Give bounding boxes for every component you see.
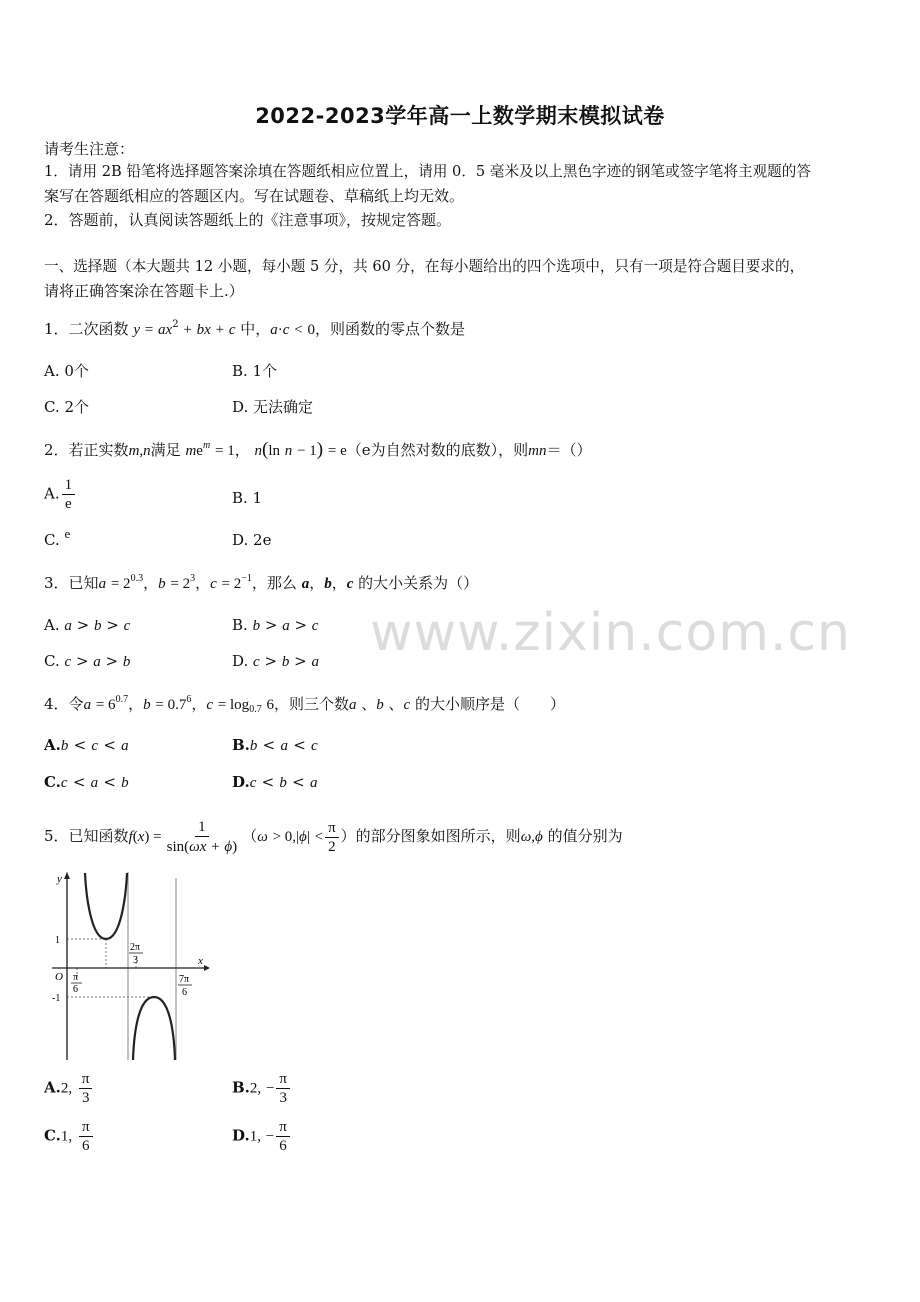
watermark: www.zixin.com.cn — [370, 603, 851, 663]
q1-option-a[interactable]: A. 0个 — [44, 362, 89, 380]
q2-option-b[interactable]: B. 1 — [232, 489, 263, 507]
y-tick-neg-1: -1 — [52, 993, 61, 1004]
q1-option-d[interactable]: D. 无法确定 — [232, 398, 314, 416]
q4-option-b[interactable]: B.b < a < c — [232, 736, 318, 754]
notice-item-2: 2．答题前，认真阅读答题纸上的《注意事项》，按规定答题。 — [44, 211, 452, 229]
y-axis-label: y — [57, 873, 62, 885]
x-tick-7pi-6-num: 7π — [179, 974, 190, 985]
q1-option-b[interactable]: B. 1个 — [232, 362, 278, 380]
lower-branch-curve — [133, 997, 175, 1060]
section-line-1: 一、选择题（本大题共 12 小题，每小题 5 分，共 60 分，在每小题给出的四个选项中，只有一项是符合题目要求的， — [44, 258, 805, 275]
q2-option-a[interactable]: A. $\frac{1}{e}$ — [44, 476, 77, 513]
q3-option-c[interactable]: C. c > a > b — [44, 652, 131, 670]
question-4: 4．令$a = 6^{0.7}$，$b = 0.7^6$，$c = \log_{0.7} 6$，则三个数a 、b 、c 的大小顺序是（ ） — [44, 694, 566, 715]
q5-option-c[interactable]: C.1, $\frac{\pi}{6}$ — [44, 1118, 95, 1155]
question-1: 1．二次函数 $y = ax^2$ + bx + c 中，a·c < 0，则函数的零点个数是 — [44, 319, 465, 338]
x-tick-7pi-6-den: 6 — [182, 987, 187, 998]
notice-item-1b: 案写在答题纸相应的答题区内。写在试题卷、草稿纸上均无效。 — [44, 187, 465, 205]
notice-heading: 请考生注意： — [44, 140, 135, 158]
question-2: 2．若正实数m,n满足 $me^m = 1$， n(ln n − 1) = e（e为自然对数的底数），则mn＝（） — [44, 439, 592, 460]
section-line-2: 请将正确答案涂在答题卡上.） — [44, 282, 244, 300]
q4-option-a[interactable]: A.b < c < a — [44, 736, 129, 754]
q5-option-d[interactable]: D.1, − $\frac{\pi}{6}$ — [232, 1118, 292, 1155]
q4-option-c[interactable]: C.c < a < b — [44, 773, 129, 791]
page-title: 2022-2023学年高一上数学期末模拟试卷 — [255, 104, 665, 128]
y-axis-arrow-icon — [64, 872, 70, 879]
q1-option-c[interactable]: C. 2个 — [44, 398, 90, 416]
x-axis-label: x — [198, 955, 203, 967]
x-tick-pi-6-num: π — [73, 972, 79, 983]
y-tick-1: 1 — [55, 935, 60, 946]
notice-item-1a: 1．请用 2B 铅笔将选择题答案涂填在答题纸相应位置上，请用 0．5 毫米及以上黑色字迹的钢笔或签字笔将主观题的答 — [44, 163, 811, 180]
q2-option-c[interactable]: C. $^e$ — [44, 526, 71, 549]
x-tick-2pi-3-num: 2π — [130, 942, 141, 953]
question-5: 5．已知函数f(x) = $\frac{1}{\sin(\omega x + \phi)}$ （ω > 0,|ϕ| < $\frac{\pi}{2}$ ）的部分图象如图所示，则ω,ϕ 的值分别为 — [44, 819, 623, 855]
x-axis-arrow-icon — [204, 965, 210, 971]
x-tick-pi-6-den: 6 — [73, 984, 78, 995]
q3-option-a[interactable]: A. a > b > c — [44, 616, 131, 634]
question-3: 3．已知$a = 2^{0.3}$，$b = 2^3$，$c = 2^{-1}$，那么 a，b，c 的大小关系为（） — [44, 573, 479, 592]
origin-label: O — [55, 971, 63, 983]
q5-option-a[interactable]: A.2, $\frac{\pi}{3}$ — [44, 1070, 94, 1107]
q5-option-b[interactable]: B.2, − $\frac{\pi}{3}$ — [232, 1070, 292, 1107]
q4-option-d[interactable]: D.c < b < a — [232, 773, 318, 791]
function-graph — [44, 870, 214, 1062]
q2-option-d[interactable]: D. 2e — [232, 531, 272, 549]
upper-branch-curve — [85, 873, 127, 939]
q3-option-d[interactable]: D. c > b > a — [232, 652, 319, 670]
x-tick-2pi-3-den: 3 — [133, 955, 138, 966]
q3-option-b[interactable]: B. b > a > c — [232, 616, 319, 634]
